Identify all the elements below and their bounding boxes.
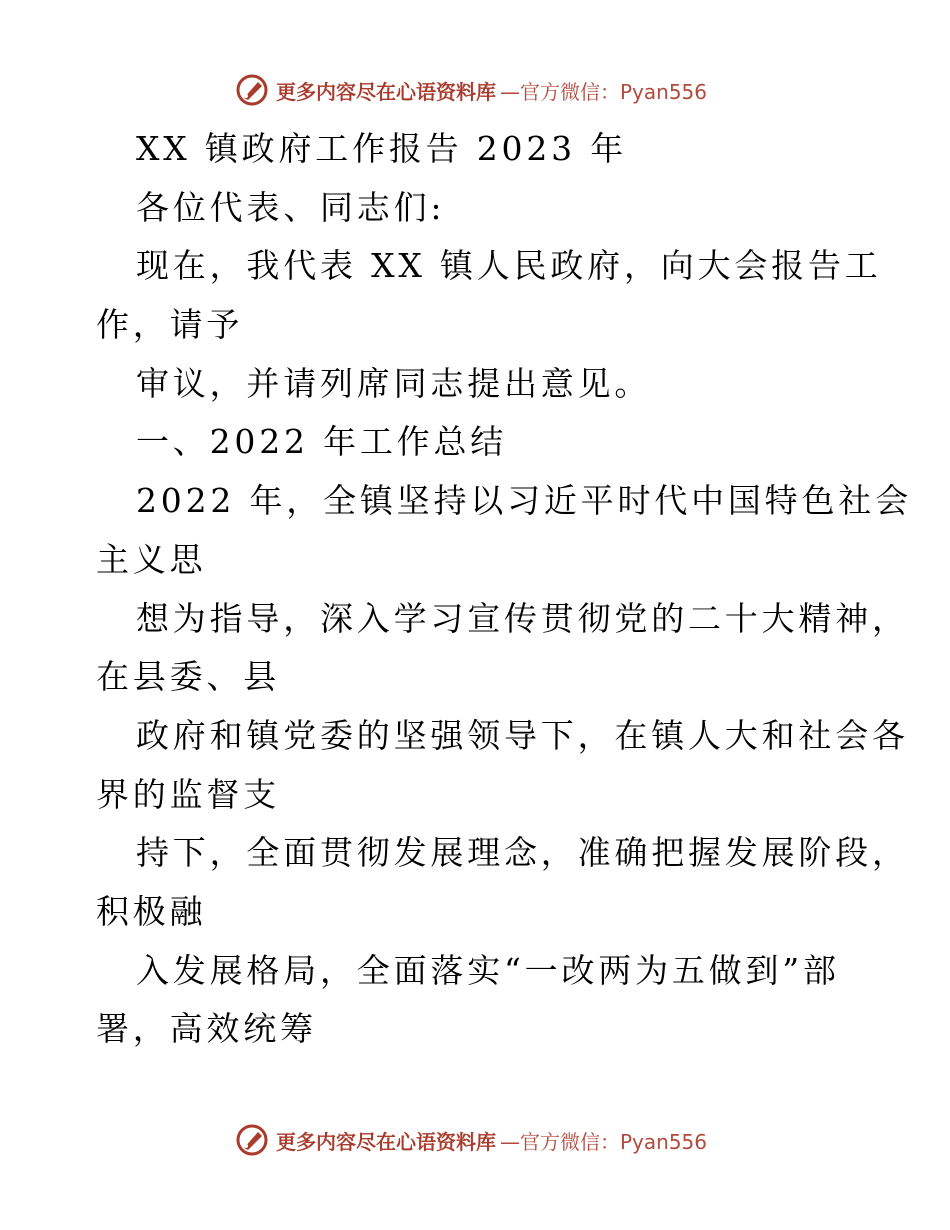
- watermark-contact: —官方微信：Pyan556: [500, 79, 708, 104]
- footer-watermark: [234, 1122, 707, 1158]
- paragraph-line: 政府和镇党委的坚强领导下，在镇人大和社会各: [136, 715, 909, 755]
- paragraph-line: 审议，并请列席同志提出意见。: [136, 363, 652, 403]
- paragraph-line: 主义思: [96, 539, 207, 579]
- paragraph-line: 现在，我代表 XX 镇人民政府，向大会报告工: [136, 246, 882, 286]
- document-title: XX 镇政府工作报告 2023 年: [136, 129, 628, 168]
- paragraph-line: 想为指导，深入学习宣传贯彻党的二十大精神，: [136, 598, 909, 638]
- watermark-brand: 更多内容尽在心语资料库: [276, 79, 496, 104]
- paragraph-line: 署，高效统筹: [96, 1009, 317, 1049]
- paragraph-line: 作，请予: [96, 305, 244, 345]
- header-watermark: [234, 72, 707, 108]
- paragraph-line: 在县委、县: [96, 657, 280, 697]
- paragraph-line: 2022 年，全镇坚持以习近平时代中国特色社会: [136, 481, 912, 521]
- section-heading: 一、2022 年工作总结: [136, 422, 508, 462]
- paragraph-line: 入发展格局，全面落实“一改两为五做到”部: [136, 950, 840, 990]
- pen-nib-circle-logo-icon: [234, 72, 270, 108]
- watermark-brand: 更多内容尽在心语资料库: [276, 1129, 496, 1154]
- document-body: [96, 120, 912, 1059]
- paragraph-line: 持下，全面贯彻发展理念，准确把握发展阶段，: [136, 833, 909, 873]
- paragraph-line: 积极融: [96, 891, 207, 931]
- paragraph-line: 界的监督支: [96, 774, 280, 814]
- salutation: 各位代表、同志们:: [136, 187, 446, 227]
- watermark-contact: —官方微信：Pyan556: [500, 1129, 708, 1154]
- pen-nib-circle-logo-icon: [234, 1122, 270, 1158]
